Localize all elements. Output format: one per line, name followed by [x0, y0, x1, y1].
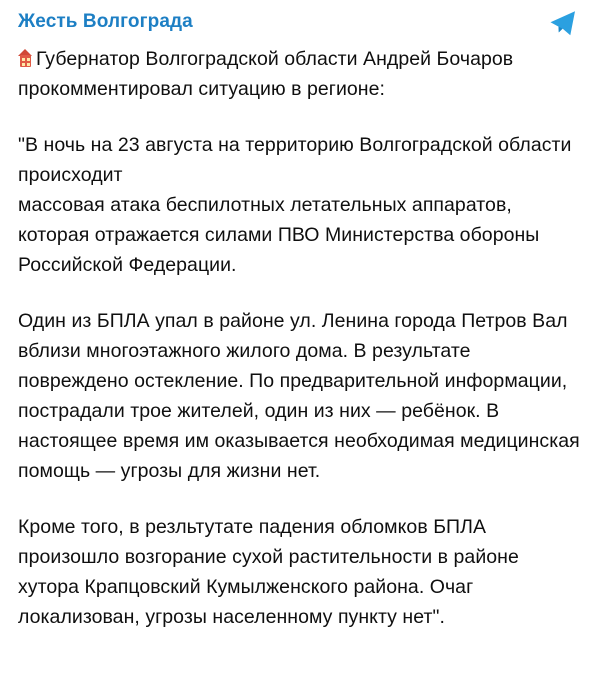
house-emoji-icon [18, 49, 33, 68]
post-body [18, 44, 586, 632]
post-header [18, 10, 582, 38]
channel-title[interactable]: Жесть Волгограда [18, 11, 193, 32]
post-paragraph-1 [18, 44, 582, 104]
post-paragraph-3: массовая атака беспилотных летательных аппаратов, которая отражается силами ПВО Министерства обороны Российской Федерации. [18, 194, 545, 276]
telegram-icon[interactable] [548, 8, 578, 38]
post-paragraph-4: Один из БПЛА упал в районе ул. Ленина города Петров Вал вблизи многоэтажного жилого дома. В результате повреждено остекление. По предварительной информации, пострадали трое жителей, один из них — ребёнок. В настоящее время им оказывается необходимая медицинская помощь — угрозы для жизни нет. [18, 310, 586, 482]
post-paragraph-2: "В ночь на 23 августа на территорию Волгоградской области происходит [18, 134, 577, 186]
post-paragraph-5: Кроме того, в резльтутате падения обломков БПЛА произошло возгорание сухой растительности в районе хутора Крапцовский Кумылженского района. Очаг локализован, угрозы населенному пункту нет". [18, 516, 525, 628]
paragraph-text: Губернатор Волгоградской области Андрей Бочаров прокомментировал ситуацию в регионе: [18, 48, 519, 100]
